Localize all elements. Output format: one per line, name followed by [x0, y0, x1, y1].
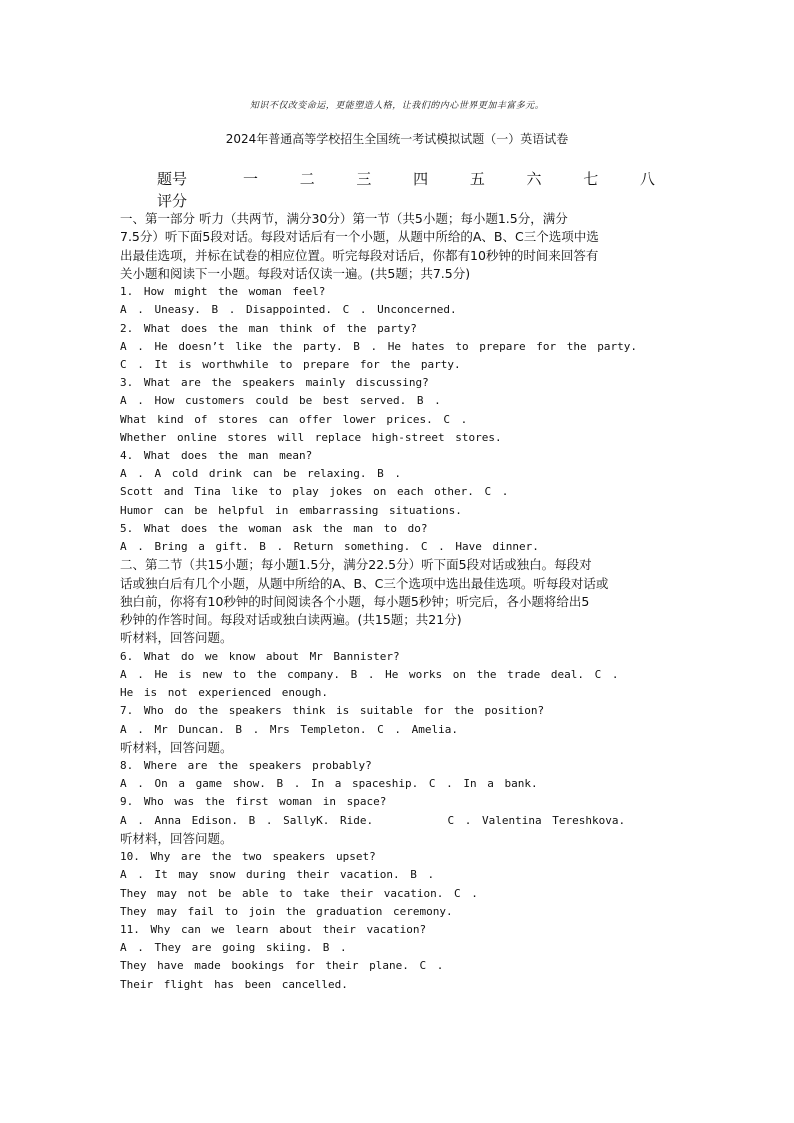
- motto: 知识不仅改变命运，更能塑造人格，让我们的内心世界更加丰富多元。: [249, 101, 545, 111]
- options-4: A . A cold drink can be relaxing. B .: [120, 467, 402, 481]
- question-2: 2. What does the man think of the party?: [120, 321, 417, 335]
- part1-intro-line: 一、第一部分 听力（共两节，满分30分）第一节（共5小题；每小题1.5分，满分: [120, 211, 568, 226]
- options-11: They have made bookings for their plane. C .: [120, 959, 444, 973]
- options-6: He is not experienced enough.: [120, 686, 329, 700]
- question-1: 1. How might the woman feel?: [120, 285, 326, 299]
- score-table: [157, 168, 677, 210]
- score-col: 二: [299, 170, 315, 188]
- question-8: 8. Where are the speakers probably?: [120, 759, 372, 773]
- question-9: 9. Who was the first woman in space?: [120, 795, 387, 809]
- options-4: Scott and Tina like to play jokes on each other. C .: [120, 485, 509, 499]
- options-10: They may not be able to take their vacation. C .: [120, 886, 478, 900]
- question-4: 4. What does the man mean?: [120, 449, 313, 463]
- part1-intro-line: 出最佳选项，并标在试卷的相应位置。听完每段对话后，你都有10秒钟的时间来回答有: [120, 247, 599, 263]
- score-col: 七: [583, 170, 599, 188]
- options-11: A . They are going skiing. B .: [120, 941, 347, 955]
- options-10: A . It may snow during their vacation. B .: [120, 868, 435, 882]
- score-columns: [243, 168, 655, 189]
- options-2: C . It is worthwhile to prepare for the party.: [120, 358, 461, 371]
- score-col: 五: [469, 170, 485, 188]
- exam-title: 2024年普通高等学校招生全国统一考试模拟试题（一）英语试卷: [225, 132, 569, 146]
- part2-intro-line: 话或独白后有几个小题，从题中所给的A、B、C三个选项中选出最佳选项。听每段对话或: [120, 575, 609, 591]
- exam-content: [120, 210, 675, 994]
- part2-intro-line: 独白前，你将有10秒钟的时间阅读各个小题，每小题5秒钟；听完后，各小题将给出5: [120, 593, 590, 609]
- options-5: A . Bring a gift. B . Return something. C . Have dinner.: [120, 540, 539, 554]
- part1-intro-line: 关小题和阅读下一小题。每段对话仅读一遍。(共5题；共7.5分): [120, 265, 471, 281]
- listen-instruction: 听材料，回答问题。: [120, 830, 233, 846]
- score-row-label: 评分: [157, 192, 188, 210]
- score-col: 八: [639, 170, 655, 188]
- part2-intro-line: 秒钟的作答时间。每段对话或独白读两遍。(共15题；共21分): [120, 612, 462, 628]
- part1-intro-line: 7.5分）听下面5段对话。每段对话后有一个小题，从题中所给的A、B、C三个选项中选: [120, 229, 599, 245]
- options-4: Humor can be helpful in embarrassing situations.: [120, 503, 462, 517]
- options-3: What kind of stores can offer lower prices. C .: [120, 412, 468, 426]
- score-col: 六: [526, 170, 542, 188]
- question-3: 3. What are the speakers mainly discussing?: [120, 376, 429, 390]
- score-col: 四: [413, 170, 429, 188]
- options-3: Whether online stores will replace high-street stores.: [120, 430, 502, 444]
- options-3: A . How customers could be best served. B .: [120, 394, 441, 408]
- options-8: A . On a game show. B . In a spaceship. C . In a bank.: [120, 777, 538, 791]
- question-7: 7. Who do the speakers think is suitable for the position?: [120, 704, 545, 718]
- options-1: A . Uneasy. B . Disappointed. C . Unconcerned.: [120, 303, 457, 317]
- question-10: 10. Why are the two speakers upset?: [120, 850, 376, 864]
- question-11: 11. Why can we learn about their vacation?: [120, 922, 427, 936]
- options-7: A . Mr Duncan. B . Mrs Templeton. C . Amelia.: [120, 722, 459, 736]
- question-5: 5. What does the woman ask the man to do?: [120, 521, 428, 535]
- options-2: A . He doesn’t like the party. B . He hates to prepare for the party.: [120, 339, 637, 353]
- listen-instruction: 听材料，回答问题。: [120, 739, 233, 755]
- score-col: 一: [243, 170, 259, 188]
- options-6: A . He is new to the company. B . He works on the trade deal. C .: [120, 667, 619, 681]
- question-6: 6. What do we know about Mr Bannister?: [120, 649, 400, 663]
- options-11: Their flight has been cancelled.: [120, 977, 348, 991]
- score-label: 题号: [157, 170, 188, 188]
- score-col: 三: [356, 170, 372, 188]
- listen-instruction: 听材料，回答问题。: [120, 630, 233, 646]
- score-header-row: [157, 168, 677, 190]
- part2-intro-line: 二、第二节（共15小题；每小题1.5分，满分22.5分）听下面5段对话或独白。每段对: [120, 557, 592, 573]
- options-10: They may fail to join the graduation ceremony.: [120, 904, 453, 918]
- options-9: A . Anna Edison. B . SallyK. Ride. C . Valentina Tereshkova.: [120, 813, 626, 827]
